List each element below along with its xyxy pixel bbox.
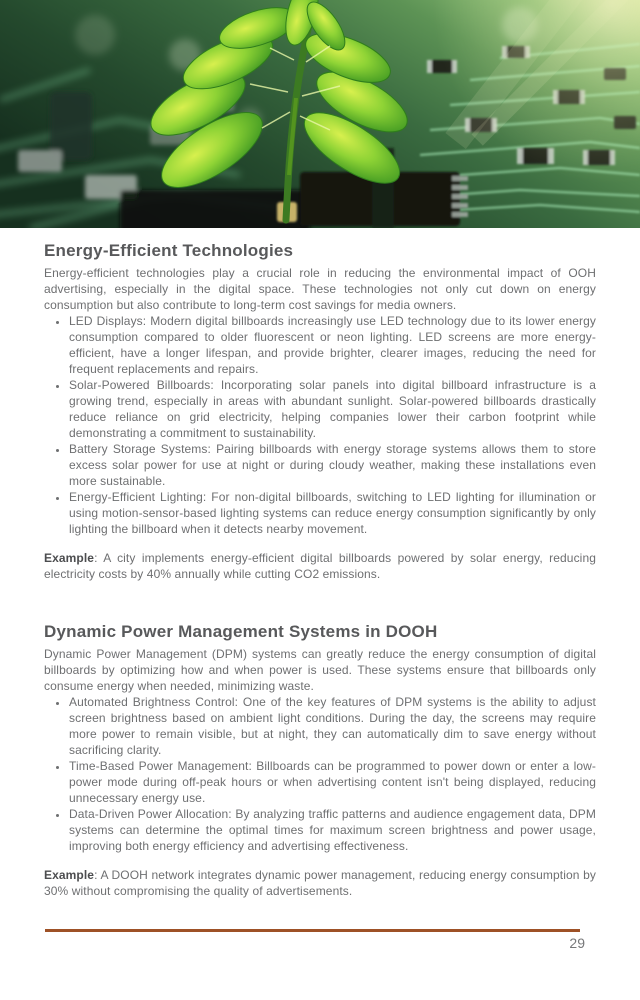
bullet-item-data-driven-power-allocation: • Data-Driven Power Allocation: By analyzing traffic patterns and audience engagement data, DPM systems can determine the optimal times for maximum screen brightness and power usage, improving both energy efficiency and advertising effectiveness. [68, 806, 596, 854]
page-content [0, 241, 640, 899]
bullet-item-led-displays: • LED Displays: Modern digital billboards increasingly use LED technology due to its lower energy consumption compared to older fluorescent or neon lighting. LED screens are more energy-efficient, have a longer lifespan, and provide brighter, clearer images, reducing the need for frequent replacements and repairs. [68, 313, 596, 377]
example-paragraph [44, 867, 596, 899]
section-intro: Dynamic Power Management (DPM) systems can greatly reduce the energy consumption of digital billboards by optimizing how and when power is used. These systems ensure that billboards only consume energy when needed, minimizing waste. [44, 647, 596, 693]
header-photo [0, 0, 640, 228]
bullet-item-time-based-power-management: • Time-Based Power Management: Billboards can be programmed to power down or enter a low-power mode during off-peak hours or when advertising content isn't being displayed, reducing unnecessary energy use. [68, 758, 596, 806]
example-label: Example [44, 551, 95, 565]
bullet-list [44, 694, 596, 854]
bullet-item-solar-powered-billboards: • Solar-Powered Billboards: Incorporating solar panels into digital billboard infrastructure is a growing trend, especially in areas with abundant sunlight. Solar-powered billboards drastically reduce reliance on grid electricity, helping companies lower their carbon footprint while demonstrating a commitment to sustainability. [68, 377, 596, 441]
bullet-item-battery-storage-systems: • Battery Storage Systems: Pairing billboards with energy storage systems allows them to store excess solar power for use at night or during cloudy weather, making these installations even more sustainable. [68, 441, 596, 489]
example-text: : A city implements energy-efficient digital billboards powered by solar energy, reducing electricity costs by 40% annually while cutting CO2 emissions. [44, 551, 596, 581]
section-title-energy-efficient-technologies: Energy-Efficient Technologies [44, 241, 294, 260]
bullet-list [44, 313, 596, 537]
section-title-dynamic-power-management: Dynamic Power Management Systems in DOOH [44, 622, 438, 641]
example-paragraph [44, 550, 596, 582]
example-label: Example [44, 868, 95, 882]
bullet-item-automated-brightness-control: • Automated Brightness Control: One of the key features of DPM systems is the ability to adjust screen brightness based on ambient light conditions. During the day, the screens may require more power to remain visible, but at night, they can automatically dim to save energy without sacrificing clarity. [68, 694, 596, 758]
section-intro: Energy-efficient technologies play a crucial role in reducing the environmental impact of OOH advertising, especially in the digital space. These technologies not only cut down on energy consumption but also contribute to long-term cost savings for media owners. [44, 266, 596, 312]
example-text: : A DOOH network integrates dynamic power management, reducing energy consumption by 30% without compromising the quality of advertisements. [44, 868, 596, 898]
footer-rule [45, 929, 580, 932]
bullet-item-energy-efficient-lighting: • Energy-Efficient Lighting: For non-digital billboards, switching to LED lighting for illumination or using motion-sensor-based lighting systems can reduce energy consumption significantly by only lighting the billboard when it detects nearby movement. [68, 489, 596, 537]
page-number: 29 [569, 935, 585, 951]
